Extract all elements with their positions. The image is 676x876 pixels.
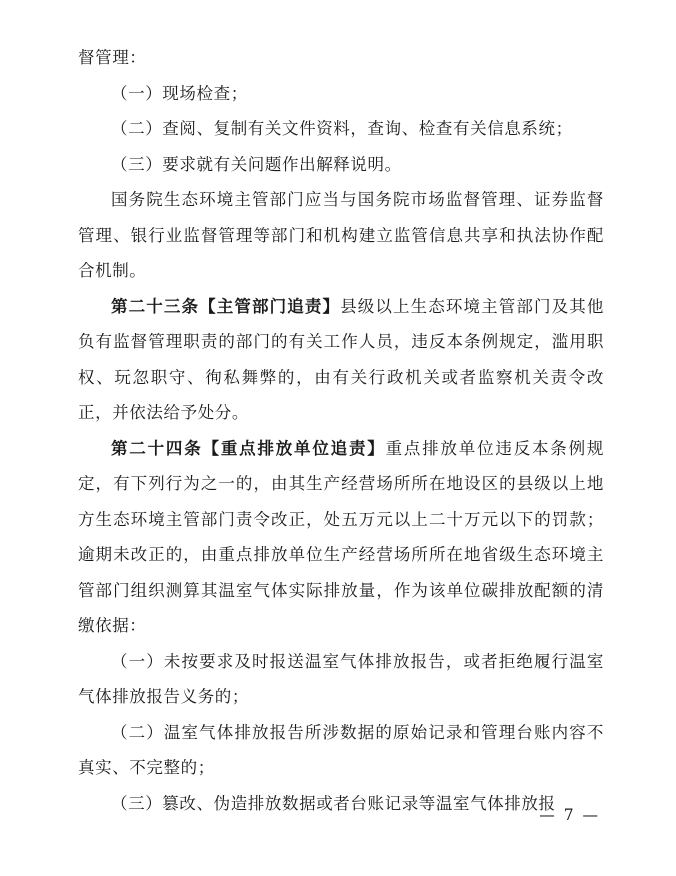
paragraph-coordination-mechanism [78, 182, 604, 289]
paragraph-text: （三）篡改、伪造排放数据或者台账记录等温室气体排放报 [111, 793, 556, 813]
article-twenty-three [78, 289, 604, 431]
paragraph-text: 县级以上生态环境主管部门及其他负有监督管理职责的部门的有关工作人员，违反本条例规定，滥用职权、玩忽职守、徇私舞弊的，由有关行政机关或者监察机关责令改正，并依法给予处分。 [78, 296, 605, 422]
article-twenty-four [78, 431, 604, 644]
paragraph-text: 国务院生态环境主管部门应当与国务院市场监督管理、证券监督管理、银行业监督管理等部门和机构建立监管信息共享和执法协作配合机制。 [78, 190, 604, 280]
list-item-4 [78, 644, 604, 715]
list-item-2 [78, 111, 604, 147]
list-item-5 [78, 715, 604, 786]
paragraph-text: 督管理： [78, 48, 147, 67]
page-number: — 7 — [539, 806, 600, 824]
paragraph-continuation [78, 40, 604, 76]
paragraph-text: 重点排放单位违反本条例规定，有下列行为之一的，由其生产经营场所所在地设区的县级以上地方生态环境主管部门责令改正，处五万元以上二十万元以下的罚款；逾期未改正的，由重点排放单位生产经营场所所在地省级生态环境主管部门组织测算其温室气体实际排放量，作为该单位碳排放配额的清缴依据： [78, 438, 605, 635]
paragraph-text: （三）要求就有关问题作出解释说明。 [111, 154, 402, 174]
paragraph-text: （一）未按要求及时报送温室气体排放报告，或者拒绝履行温室气体排放报告义务的； [78, 651, 604, 706]
article-title: 【重点排放单位追责】 [202, 438, 386, 458]
article-number: 第二十三条 [111, 296, 200, 316]
list-item-1 [78, 76, 604, 112]
article-number: 第二十四条 [111, 438, 203, 458]
document-body [78, 40, 604, 821]
list-item-6 [78, 786, 604, 822]
list-item-3 [78, 147, 604, 183]
paragraph-text: （二）温室气体排放报告所涉数据的原始记录和管理台账内容不真实、不完整的； [78, 722, 604, 777]
paragraph-text: （一）现场检查； [111, 83, 248, 103]
paragraph-text: （二）查阅、复制有关文件资料，查询、检查有关信息系统； [111, 119, 573, 138]
article-title: 【主管部门追责】 [199, 296, 341, 316]
